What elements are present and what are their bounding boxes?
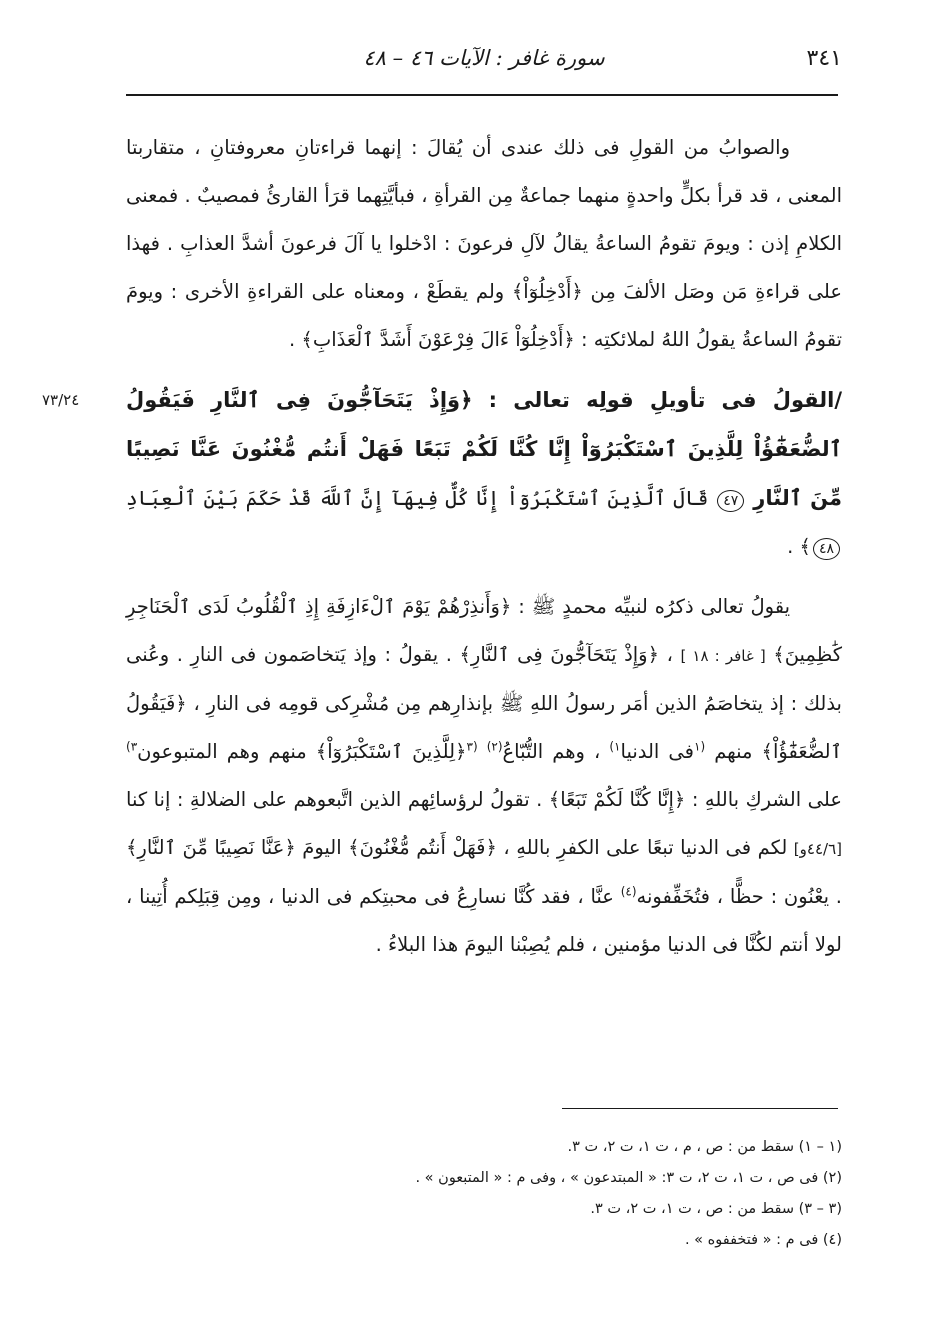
- verse-number-48: ٤٨: [813, 538, 840, 560]
- page-number: ٣٤١: [806, 46, 842, 71]
- footnote-marker-1-open: (١: [693, 739, 706, 754]
- header-rule: [126, 94, 838, 96]
- p3-part-h: عنَّا ، فقد كُنَّا نسارِعُ فى محبتِكم فى الدنيا ، ومِن قِبَلِكم أُتِينا ، لولا أنتم لكُنَّا فى الدنيا مؤمنين ، فلم يُصِبْنا اليومَ هذا البلاءُ .: [126, 885, 842, 956]
- footnote-marker-1-close: ١): [609, 739, 621, 754]
- footnote-marker-3-open: (٣: [466, 739, 478, 754]
- paragraph-1: [126, 124, 842, 364]
- section-ayat-47-48: [42, 376, 842, 571]
- footnote-marker-3-close: ٣): [126, 739, 138, 754]
- verse-number-47: ٤٧: [717, 490, 744, 512]
- quote-close: ﴾ .: [787, 535, 811, 558]
- p3-part-e: ﴿لِلَّذِينَ ٱسْتَكْبَرُوٓاْ﴾ منهم وهم المتبوعون: [137, 740, 467, 763]
- footnotes: [126, 1132, 842, 1256]
- paragraph-3: [126, 583, 842, 969]
- footnote-marker-2: (٢): [486, 739, 503, 754]
- p3-part-g: لكم فى الدنيا تبعًا على الكفرِ باللهِ ، ﴿فَهَلْ أَنتُم مُّغْنُونَ﴾ اليومَ ﴿عَنَّا نَصِيبًا مِّنَ ٱلنَّارِ﴾ . يعْنُون : حظًّا ، فتُخَفِّفونه: [126, 836, 843, 908]
- manuscript-folio-ref: [٤٤/٦و]: [793, 840, 842, 858]
- footnote-4: (٤) فى م : « فتخففوه » .: [684, 1232, 842, 1248]
- paragraph-2: [126, 376, 842, 571]
- footnote-marker-4: (٤): [620, 884, 637, 899]
- section-heading-quote: /القولُ فى تأويلِ قولِه تعالى : ﴿وَإِذْ يَتَحَآجُّونَ فِى ٱلنَّارِ فَيَقُولُ ٱلضُّعَفَٰٓؤُاْ لِلَّذِينَ ٱسْتَكْبَرُوٓاْ إِنَّا كُنَّا لَكُمْ تَبَعًا فَهَلْ أَنتُم مُّغْنُونَ عَنَّا نَصِيبًا مِّنَ ٱلنَّارِ: [126, 388, 842, 510]
- p3-part-a: يقولُ تعالى ذكرُه لنبيِّه محمدٍ ﷺ : ﴿وَأَنذِرْهُمْ يَوْمَ ٱلْءَازِفَةِ إِذِ ٱلْقُلُوبُ لَدَى ٱلْحَنَاجِرِ كَٰظِمِينَ﴾: [126, 595, 842, 666]
- footnote-3: (٣ – ٣) سقط من : ص ، ت ١، ت ٢، ت ٣.: [590, 1201, 842, 1217]
- p3-part-b: ، ﴿وَإِذْ يَتَحَآجُّونَ فِى ٱلنَّارِ﴾ . يقولُ : وإذ يَتخاصَمون فى النارِ . وعُنى بذلك : إذ يتخاصَمُ الذين أمَر رسولُ اللهِ ﷺ بإنذارِهم مِن مُشْرِكى قومِه فى النارِ ، ﴿فَيَقُولُ ٱلضُّعَفَٰٓؤُاْ﴾ منهم: [126, 643, 843, 763]
- paragraph-1-text: والصوابُ من القولِ فى ذلك عندى أن يُقالَ : إنهما قراءتانِ معروفتانِ ، متقاربتا المعنى ، قد قرأ بكلٍّ واحدةٍ منهما جماعةٌ مِن القرأةِ ، فبأيَّتِهما قرَأ القارئُ فمصيبٌ . فمعنى الكلامِ إذن : ويومَ تقومُ الساعةُ يقالُ لآلِ فرعونَ : ادْخلوا يا آلَ فرعونَ أشدَّ العذابِ . فهذا على قراءةِ مَن وصَل الألفَ مِن ﴿أَدْخِلُوٓاْ﴾ ولم يقطَعْ ، ومعناه على القراءةِ الأخرى : ويومَ تقومُ الساعةُ يقولُ اللهُ لملائكتِه : ﴿أَدْخِلُوٓاْ ءَالَ فِرْعَوْنَ أَشَدَّ ٱلْعَذَابِ﴾ .: [126, 136, 842, 351]
- p3-part-c: فى الدنيا: [620, 740, 694, 763]
- footnote-rule: [562, 1108, 838, 1109]
- sura-reference: [ غافر : ١٨ ]: [680, 647, 766, 665]
- footnote-2: (٢) فى ص ، ت ١، ت ٢، ت ٣: « المبتدعون » ، وفى م : « المتبعون » .: [415, 1170, 842, 1186]
- page-header: [126, 42, 842, 86]
- main-text: [42, 124, 843, 981]
- running-head: سورة غافر : الآيات ٤٦ – ٤٨: [363, 46, 605, 70]
- p3-part-f: على الشركِ باللهِ : ﴿إِنَّا كُنَّا لَكُمْ تَبَعًا﴾ . تقولُ لرؤسائِهم الذين اتَّبعوهم على الضلالةِ : إنا كنا: [126, 788, 842, 811]
- p3-part-d: ، وهم التُّبّاعُ: [502, 740, 601, 763]
- margin-volume-ref: ٧٣/٢٤: [42, 391, 80, 409]
- footnote-1: (١ – ١) سقط من : ص ، م ، ت ١، ت ٢، ت ٣.: [567, 1139, 842, 1155]
- verse-48-text: قَالَ ٱلَّذِينَ ٱسْتَكْبَرُوٓاْ إِنَّا كُلٌّ فِيهَآ إِنَّ ٱللَّهَ قَدْ حَكَمَ بَيْنَ ٱلْعِبَادِ: [126, 486, 709, 510]
